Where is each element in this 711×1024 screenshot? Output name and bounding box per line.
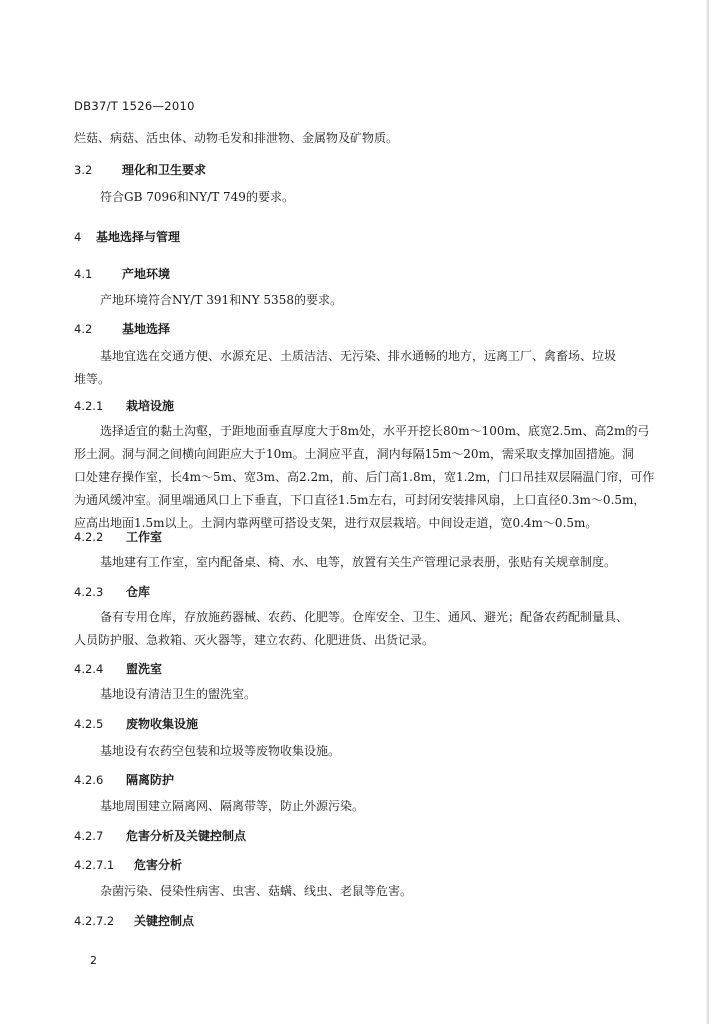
section-title: 理化和卫生要求 [122,163,207,177]
section-4-heading [74,230,180,244]
section-4-2-7-2-heading [74,914,194,928]
section-4-2-7-heading [74,829,246,843]
section-title: 基地选择 [122,322,171,336]
section-number: 4.2.7.2 [74,914,115,928]
section-title: 危害分析 [134,858,183,872]
paragraph-4-2-2: 基地建有工作室，室内配备桌、椅、水、电等，放置有关生产管理记录表册，张贴有关规章制度。 [100,555,617,569]
section-number: 4.2.6 [74,773,104,787]
section-title: 盥洗室 [126,662,163,676]
section-title: 废物收集设施 [126,717,199,731]
section-title: 产地环境 [122,267,171,281]
section-number: 4.2.7 [74,829,104,843]
paragraph-4-2-5: 基地设有农药空包装和垃圾等废物收集设施。 [100,744,341,758]
paragraph-3-2: 符合GB 7096和NY/T 749的要求。 [100,190,294,204]
section-title: 关键控制点 [134,914,195,928]
section-4-2-heading [74,322,170,336]
section-title: 工作室 [126,530,163,544]
section-number: 4.2 [74,322,93,336]
section-4-2-1-heading [74,399,174,413]
paragraph-4-1: 产地环境符合NY/T 391和NY 5358的要求。 [100,293,342,307]
section-number: 3.2 [74,163,93,177]
paragraph-4-2-1-line: 为通风缓冲室。洞里端通风口上下垂直，下口直径1.5m左右，可封闭安装排风扇，上口直径0.3m～0.5m， [74,493,646,507]
section-number: 4.2.5 [74,717,104,731]
section-title: 隔离防护 [126,773,175,787]
page-number: 2 [90,954,97,967]
scan-edge-shadow [706,0,709,1024]
section-title: 危害分析及关键控制点 [126,829,247,843]
paragraph-4-2-line: 基地宜选在交通方便、水源充足、土质洁洁、无污染、排水通畅的地方，远离工厂、禽畜场、垃圾 [100,349,617,363]
section-4-2-5-heading [74,717,198,731]
section-4-1-heading [74,267,170,281]
standard-header: DB37/T 1526—2010 [74,99,195,113]
section-title: 基地选择与管理 [96,230,181,244]
paragraph-4-2-3-line: 人员防护服、急救箱、灭火器等，建立农药、化肥进货、出货记录。 [74,633,435,647]
section-number: 4.2.7.1 [74,858,115,872]
section-number: 4 [74,230,82,244]
section-number: 4.1 [74,267,93,281]
paragraph-4-2-1-line: 口处建存操作室，长4m～5m、宽3m、高2.2m，前、后门高1.8m，宽1.2m，门口吊挂双层隔温门帘，可作 [74,470,655,484]
paragraph-4-2-1-line: 形土洞。洞与洞之间横向间距应大于10m。土洞应平直，洞内每隔15m～20m，需采取支撑加固措施。洞 [74,447,634,461]
section-number: 4.2.3 [74,585,104,599]
paragraph-4-2-6: 基地周围建立隔离网、隔离带等，防止外源污染。 [100,799,365,813]
section-4-2-3-heading [74,585,150,599]
section-3-2-heading [74,163,206,177]
paragraph-4-2-4: 基地设有清洁卫生的盥洗室。 [100,687,257,701]
section-4-2-7-1-heading [74,858,182,872]
section-title: 栽培设施 [126,399,175,413]
section-4-2-6-heading [74,773,174,787]
section-4-2-4-heading [74,662,162,676]
section-title: 仓库 [126,585,151,599]
section-number: 4.2.2 [74,530,104,544]
paragraph-4-2-3-line: 备有专用仓库，存放施药器械、农药、化肥等。仓库安全、卫生、通风、避光；配备农药配制量具、 [100,610,629,624]
section-4-2-2-heading [74,530,162,544]
paragraph-4-2-7-1: 杂菌污染、侵染性病害、虫害、菇螨、线虫、老鼠等危害。 [100,884,413,898]
paragraph-4-2-1-line: 应高出地面1.5m以上。土洞内靠两壁可搭设支架，进行双层栽培。中间设走道，宽0.4m～0.5m。 [74,516,598,530]
paragraph-continued: 烂菇、病菇、活虫体、动物毛发和排泄物、金属物及矿物质。 [74,131,399,145]
paragraph-4-2-1-line: 选择适宜的黏土沟壑，于距地面垂直厚度大于8m处，水平开挖长80m～100m、底宽2.5m、高2m的弓 [100,424,650,438]
paragraph-4-2-line: 堆等。 [74,372,111,386]
section-number: 4.2.1 [74,399,104,413]
section-number: 4.2.4 [74,662,104,676]
